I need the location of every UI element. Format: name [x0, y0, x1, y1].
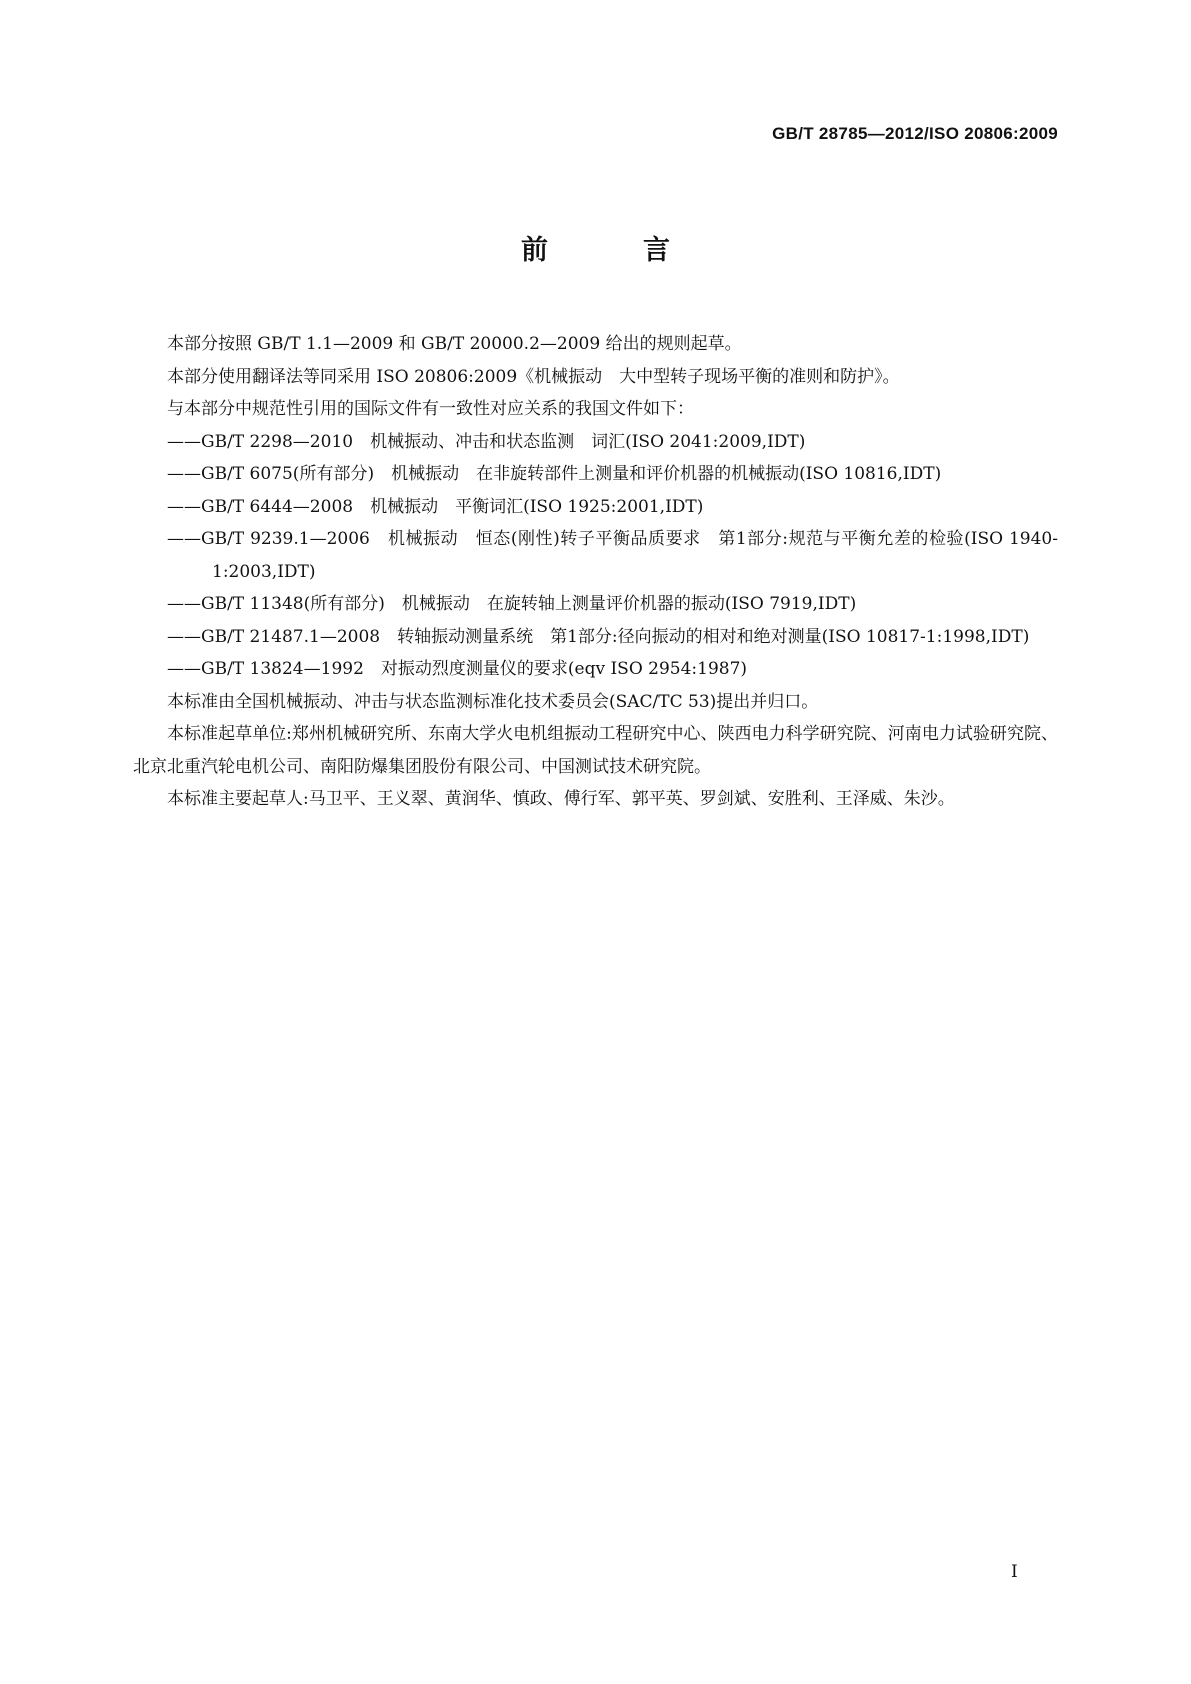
foreword-body [133, 328, 1058, 816]
page-number: I [1011, 1562, 1018, 1582]
reference-item-3: ——GB/T 6444—2008 机械振动 平衡词汇(ISO 1925:2001,IDT) [167, 496, 704, 517]
reference-item-7: ——GB/T 13824—1992 对振动烈度测量仪的要求(eqv ISO 2954:1987) [167, 659, 748, 679]
drafters-paragraph: 本标准主要起草人:马卫平、王义翠、黄润华、慎政、傅行军、郭平英、罗剑斌、安胜利、王泽威、朱沙。 [167, 789, 955, 809]
reference-item-4: ——GB/T 9239.1—2006 机械振动 恒态(刚性)转子平衡品质要求 第1部分:规范与平衡允差的检验(ISO 1940-1:2003,IDT) [167, 529, 1058, 582]
page-title: 前 言 [521, 235, 704, 266]
intro-paragraph-3: 与本部分中规范性引用的国际文件有一致性对应关系的我国文件如下： [167, 399, 694, 419]
reference-item-2: ——GB/T 6075(所有部分) 机械振动 在非旋转部件上测量和评价机器的机械振动(ISO 10816,IDT) [167, 464, 942, 484]
reference-item-6: ——GB/T 21487.1—2008 转轴振动测量系统 第1部分:径向振动的相对和绝对测量(ISO 10817-1:1998,IDT) [167, 626, 1030, 647]
intro-paragraph-2: 本部分使用翻译法等同采用 ISO 20806:2009《机械振动 大中型转子现场平衡的准则和防护》。 [167, 366, 900, 387]
standard-code: GB/T 28785—2012/ISO 20806:2009 [772, 124, 1058, 143]
reference-item-1: ——GB/T 2298—2010 机械振动、冲击和状态监测 词汇(ISO 2041:2009,IDT) [167, 431, 806, 452]
drafting-units-paragraph: 本标准起草单位:郑州机械研究所、东南大学火电机组振动工程研究中心、陕西电力科学研究院、河南电力试验研究院、北京北重汽轮电机公司、南阳防爆集团股份有限公司、中国测试技术研究院。 [133, 724, 1058, 777]
intro-paragraph-1: 本部分按照 GB/T 1.1—2009 和 GB/T 20000.2—2009 给出的规则起草。 [167, 334, 742, 354]
proposer-paragraph: 本标准由全国机械振动、冲击与状态监测标准化技术委员会(SAC/TC 53)提出并归口。 [167, 691, 819, 712]
reference-item-5: ——GB/T 11348(所有部分) 机械振动 在旋转轴上测量评价机器的振动(ISO 7919,IDT) [167, 594, 857, 614]
